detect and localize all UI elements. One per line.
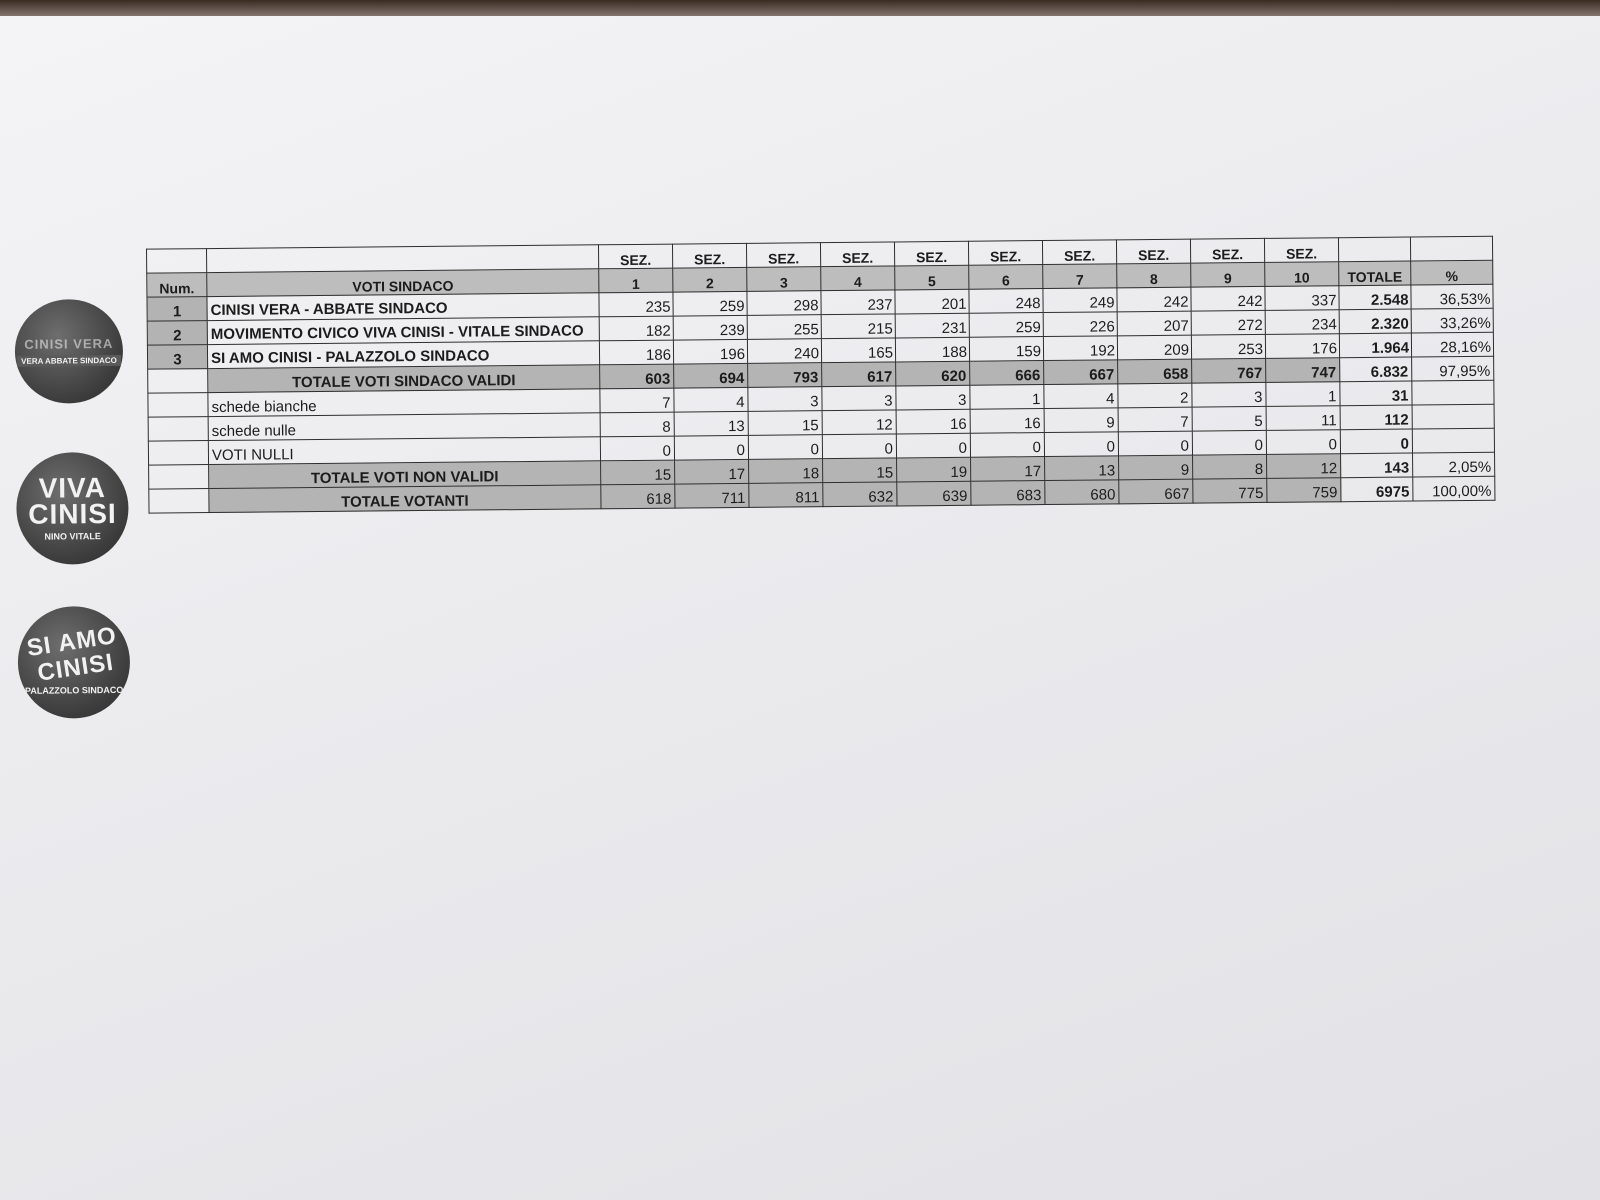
value-cell: 0 — [822, 434, 896, 459]
value-cell: 9 — [1044, 408, 1118, 433]
vote-cell: 209 — [1117, 335, 1191, 360]
row-total: 0 — [1340, 429, 1412, 454]
si-amo-cinisi-logo — [17, 606, 130, 719]
value-cell: 711 — [675, 483, 749, 508]
vote-cell: 298 — [747, 291, 821, 316]
row-total: 31 — [1340, 381, 1412, 406]
vote-cell: 259 — [969, 313, 1043, 338]
value-cell: 12 — [822, 410, 896, 435]
row-percent — [1412, 404, 1494, 429]
vote-cell: 165 — [821, 338, 895, 363]
value-cell: 15 — [823, 458, 897, 483]
section-number-header: 9 — [1191, 262, 1265, 287]
value-cell: 18 — [749, 459, 823, 484]
vote-cell: 242 — [1191, 286, 1265, 311]
value-cell: 7 — [600, 388, 674, 413]
value-cell: 9 — [1119, 455, 1193, 480]
row-percent — [1412, 428, 1494, 453]
section-number-header: 1 — [599, 268, 673, 293]
value-cell: 15 — [748, 411, 822, 436]
vote-cell: 192 — [1043, 336, 1117, 361]
candidate-total: 2.548 — [1339, 285, 1411, 310]
value-cell: 0 — [1044, 432, 1118, 457]
candidate-percent: 36,53% — [1411, 284, 1493, 309]
vote-cell: 186 — [599, 340, 673, 365]
row-total: 6975 — [1341, 477, 1413, 502]
sez-label: SEZ. — [672, 243, 746, 268]
value-cell: 17 — [971, 457, 1045, 482]
row-label: TOTALE VOTI SINDACO VALIDI — [208, 365, 600, 393]
value-cell: 13 — [674, 411, 748, 436]
value-cell: 632 — [823, 482, 897, 507]
vote-cell: 234 — [1265, 310, 1339, 335]
logo-text: SI AMO CINISI — [25, 621, 119, 687]
vote-cell: 253 — [1191, 334, 1265, 359]
row-percent: 2,05% — [1413, 452, 1495, 477]
value-cell: 0 — [896, 433, 970, 458]
value-cell: 1 — [970, 385, 1044, 410]
value-cell: 3 — [748, 387, 822, 412]
value-cell: 658 — [1118, 359, 1192, 384]
section-number-header: 3 — [747, 267, 821, 292]
vote-cell: 239 — [673, 315, 747, 340]
header-empty-cell — [1410, 236, 1492, 261]
logo-text: VIVA CINISI — [28, 472, 117, 530]
vote-cell: 240 — [747, 339, 821, 364]
candidate-percent: 28,16% — [1411, 332, 1493, 357]
vote-cell: 242 — [1117, 287, 1191, 312]
section-number-header: 10 — [1265, 262, 1339, 287]
row-percent: 97,95% — [1412, 356, 1494, 381]
results-sheet — [6, 236, 1508, 515]
vote-cell: 259 — [673, 291, 747, 316]
row-percent — [1412, 380, 1494, 405]
vote-cell: 226 — [1043, 312, 1117, 337]
vote-cell: 237 — [821, 290, 895, 315]
value-cell: 17 — [675, 459, 749, 484]
sez-label: SEZ. — [1042, 240, 1116, 265]
vote-cell: 272 — [1191, 310, 1265, 335]
row-total: 112 — [1340, 405, 1412, 430]
value-cell: 680 — [1045, 480, 1119, 505]
row-label: TOTALE VOTI NON VALIDI — [209, 461, 601, 489]
value-cell: 4 — [674, 387, 748, 412]
value-cell: 0 — [1192, 430, 1266, 455]
candidate-name: SI AMO CINISI - PALAZZOLO SINDACO — [207, 341, 599, 369]
empty-cell — [148, 417, 208, 442]
value-cell: 639 — [897, 481, 971, 506]
candidate-total: 1.964 — [1339, 333, 1411, 358]
vote-cell: 201 — [895, 289, 969, 314]
header-empty-cell — [1338, 237, 1410, 262]
value-cell: 618 — [601, 484, 675, 509]
empty-cell — [148, 393, 208, 418]
value-cell: 793 — [748, 363, 822, 388]
row-percent: 100,00% — [1413, 476, 1495, 501]
value-cell: 666 — [970, 361, 1044, 386]
value-cell: 0 — [1266, 430, 1340, 455]
vote-cell: 188 — [895, 337, 969, 362]
vote-cell: 248 — [969, 289, 1043, 314]
value-cell: 617 — [822, 362, 896, 387]
vote-cell: 231 — [895, 313, 969, 338]
row-total: 6.832 — [1340, 357, 1412, 382]
candidate-number: 1 — [147, 297, 207, 322]
candidate-number: 2 — [147, 321, 207, 346]
vote-cell: 196 — [673, 339, 747, 364]
section-number-header: 5 — [895, 265, 969, 290]
vote-cell: 159 — [969, 337, 1043, 362]
row-label: TOTALE VOTANTI — [209, 485, 601, 513]
header-empty-cell — [146, 249, 206, 274]
vote-cell: 207 — [1117, 311, 1191, 336]
value-cell: 0 — [674, 435, 748, 460]
value-cell: 8 — [1193, 454, 1267, 479]
row-label: VOTI NULLI — [208, 437, 600, 465]
value-cell: 0 — [970, 433, 1044, 458]
section-number-header: 6 — [969, 265, 1043, 290]
value-cell: 767 — [1192, 358, 1266, 383]
votes-table — [146, 236, 1495, 514]
row-label: schede bianche — [208, 389, 600, 417]
value-cell: 4 — [1044, 384, 1118, 409]
value-cell: 2 — [1118, 383, 1192, 408]
sez-label: SEZ. — [1190, 238, 1264, 263]
paper-sheet — [0, 16, 1600, 1200]
num-header: Num. — [147, 273, 207, 298]
title-header: VOTI SINDACO — [207, 269, 599, 297]
value-cell: 0 — [1118, 431, 1192, 456]
value-cell: 8 — [600, 412, 674, 437]
sez-label: SEZ. — [1264, 238, 1338, 263]
sez-label: SEZ. — [820, 242, 894, 267]
empty-cell — [149, 465, 209, 490]
candidate-name: CINISI VERA - ABBATE SINDACO — [207, 293, 599, 321]
row-total: 143 — [1341, 453, 1413, 478]
candidate-percent: 33,26% — [1411, 308, 1493, 333]
sez-label: SEZ. — [598, 244, 672, 269]
value-cell: 747 — [1266, 358, 1340, 383]
vote-cell: 255 — [747, 315, 821, 340]
value-cell: 620 — [896, 361, 970, 386]
value-cell: 5 — [1192, 406, 1266, 431]
logo-text: CINISI VERA — [24, 335, 114, 352]
total-header: TOTALE — [1339, 261, 1411, 286]
sez-label: SEZ. — [746, 243, 820, 268]
vote-cell: 182 — [599, 316, 673, 341]
candidate-name: MOVIMENTO CIVICO VIVA CINISI - VITALE SINDACO — [207, 317, 599, 345]
vote-cell: 249 — [1043, 288, 1117, 313]
value-cell: 0 — [748, 435, 822, 460]
vote-cell: 235 — [599, 292, 673, 317]
empty-cell — [148, 369, 208, 394]
value-cell: 811 — [749, 483, 823, 508]
value-cell: 3 — [1192, 382, 1266, 407]
value-cell: 7 — [1118, 407, 1192, 432]
value-cell: 1 — [1266, 382, 1340, 407]
value-cell: 683 — [971, 481, 1045, 506]
percent-header: % — [1411, 260, 1493, 285]
value-cell: 15 — [601, 460, 675, 485]
vote-cell: 337 — [1265, 286, 1339, 311]
value-cell: 19 — [897, 457, 971, 482]
value-cell: 3 — [822, 386, 896, 411]
section-number-header: 8 — [1117, 263, 1191, 288]
value-cell: 759 — [1267, 478, 1341, 503]
value-cell: 667 — [1044, 360, 1118, 385]
value-cell: 16 — [896, 409, 970, 434]
vote-cell: 215 — [821, 314, 895, 339]
value-cell: 667 — [1119, 479, 1193, 504]
section-number-header: 4 — [821, 266, 895, 291]
value-cell: 16 — [970, 409, 1044, 434]
vote-cell: 176 — [1265, 334, 1339, 359]
sez-label: SEZ. — [894, 241, 968, 266]
value-cell: 3 — [896, 385, 970, 410]
value-cell: 694 — [674, 363, 748, 388]
value-cell: 0 — [600, 436, 674, 461]
logo-subtext: VERA ABBATE SINDACO — [17, 354, 121, 366]
logo-subtext: PALAZZOLO SINDACO — [24, 684, 124, 696]
row-label: schede nulle — [208, 413, 600, 441]
value-cell: 775 — [1193, 478, 1267, 503]
value-cell: 603 — [600, 364, 674, 389]
candidate-number: 3 — [147, 345, 207, 370]
empty-cell — [149, 489, 209, 514]
sez-label: SEZ. — [1116, 239, 1190, 264]
value-cell: 11 — [1266, 406, 1340, 431]
value-cell: 13 — [1045, 456, 1119, 481]
section-number-header: 2 — [673, 267, 747, 292]
candidate-total: 2.320 — [1339, 309, 1411, 334]
section-number-header: 7 — [1043, 264, 1117, 289]
sez-label: SEZ. — [968, 241, 1042, 266]
table-body — [146, 236, 1494, 513]
logo-subtext: NINO VITALE — [44, 531, 101, 542]
value-cell: 12 — [1267, 454, 1341, 479]
empty-cell — [148, 441, 208, 466]
